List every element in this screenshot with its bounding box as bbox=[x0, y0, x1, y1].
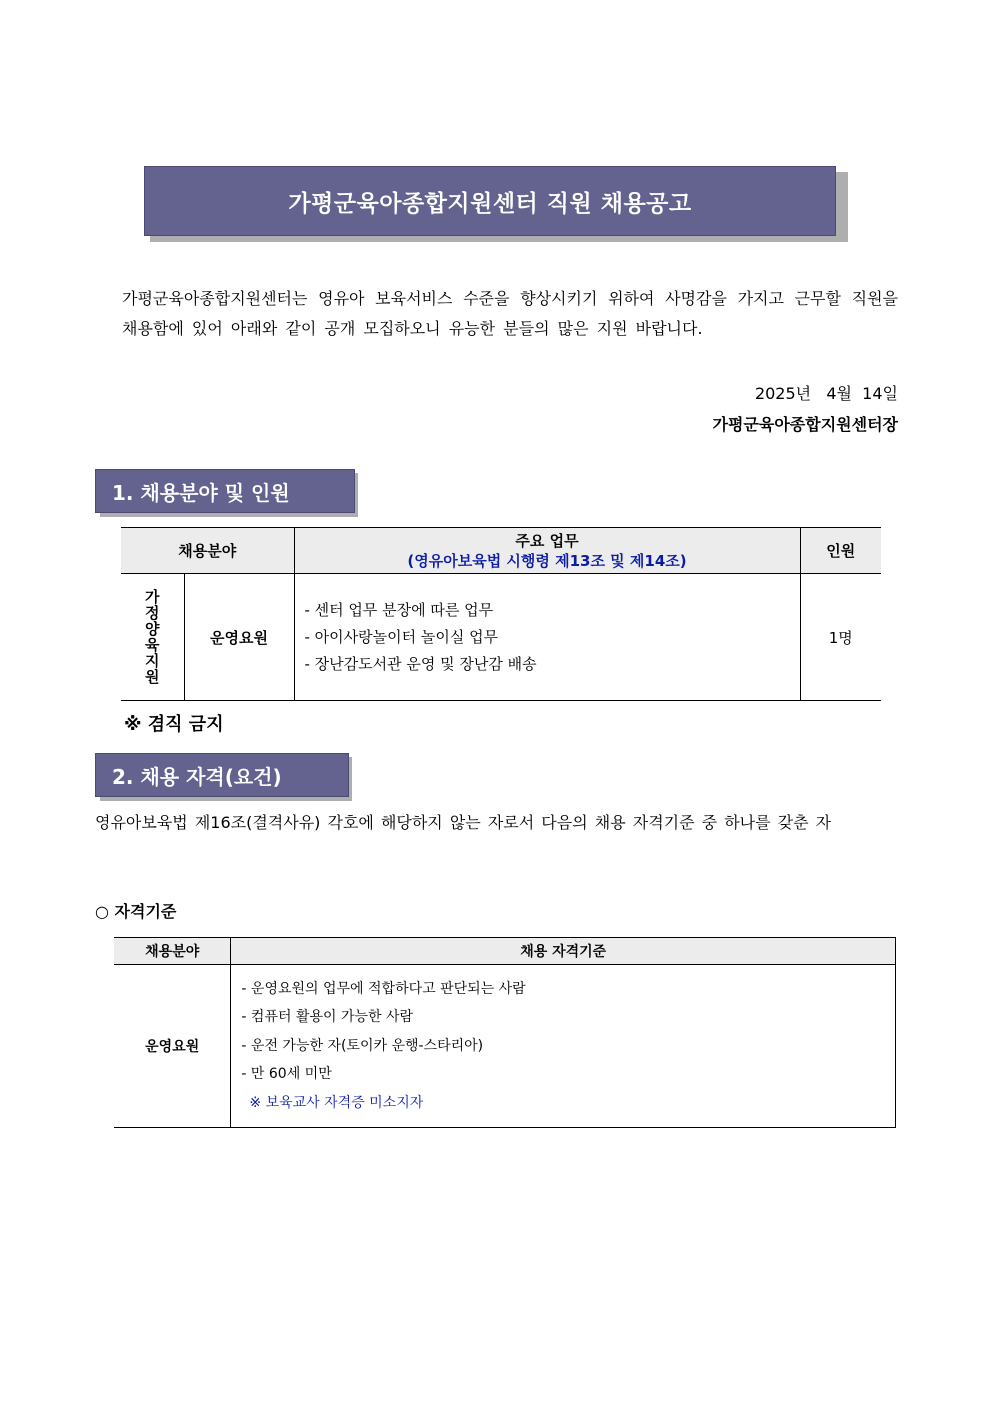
criteria-table bbox=[114, 937, 896, 1128]
recruitment-table-header bbox=[121, 528, 881, 574]
category-char: 양 bbox=[145, 620, 160, 638]
page-title: 가평군육아종합지원센터 직원 채용공고 bbox=[288, 190, 692, 217]
list-item: - 아이사랑놀이터 놀이실 업무 bbox=[304, 627, 499, 646]
criteria-table-header bbox=[114, 938, 896, 965]
intro-paragraph: 가평군육아종합지원센터는 영유아 보육서비스 수준을 향상시키기 위하여 사명감을 가지고 근무할 직원을 채용함에 있어 아래와 같이 공개 모집하오니 유능한 분들의 많은 지원 바랍니다. bbox=[122, 289, 898, 338]
category-vertical-text bbox=[144, 589, 160, 685]
list-item: - 만 60세 미만 bbox=[241, 1066, 332, 1083]
header-count: 인원 bbox=[800, 528, 881, 574]
table-row bbox=[114, 965, 896, 1128]
duty-list bbox=[295, 597, 800, 678]
category-char: 육 bbox=[145, 636, 160, 654]
section2-heading: 2. 채용 자격(요건) bbox=[112, 764, 282, 789]
notice-signer: 가평군육아종합지원센터장 bbox=[712, 415, 898, 434]
role-cell: 운영요원 bbox=[184, 574, 294, 701]
concurrent-job-note: ※ 겸직 금지 bbox=[124, 714, 224, 735]
criteria-list bbox=[231, 975, 895, 1118]
criteria-cell bbox=[231, 965, 896, 1128]
header-duty-sub: (영유아보육법 시행령 제13조 및 제14조) bbox=[407, 551, 687, 570]
list-item: - 장난감도서관 운영 및 장난감 배송 bbox=[304, 654, 537, 673]
section2-header bbox=[95, 753, 349, 797]
category-cell bbox=[121, 574, 184, 701]
role-cell: 운영요원 bbox=[114, 965, 231, 1128]
section1-heading: 1. 채용분야 및 인원 bbox=[112, 480, 290, 505]
category-char: 정 bbox=[145, 604, 160, 622]
list-item: - 운영요원의 업무에 적합하다고 판단되는 사람 bbox=[241, 980, 526, 997]
count-cell: 1명 bbox=[800, 574, 881, 701]
header-duty-title: 주요 업무 bbox=[515, 531, 579, 550]
recruitment-table bbox=[121, 527, 881, 701]
list-item: - 컴퓨터 활용이 가능한 사람 bbox=[241, 1009, 414, 1026]
notice-date: 2025년 4월 14일 bbox=[754, 384, 898, 403]
section1-header bbox=[95, 469, 355, 513]
category-char: 원 bbox=[145, 668, 160, 686]
criteria-title: ○ 자격기준 bbox=[95, 902, 177, 921]
duty-cell bbox=[294, 574, 800, 701]
category-char: 가 bbox=[145, 588, 160, 606]
header-duty bbox=[294, 528, 800, 574]
table-row bbox=[121, 574, 881, 701]
header-criteria: 채용 자격기준 bbox=[231, 938, 896, 965]
header-field: 채용분야 bbox=[114, 938, 231, 965]
category-char: 지 bbox=[145, 652, 160, 670]
list-item: - 센터 업무 분장에 따른 업무 bbox=[304, 600, 494, 619]
title-banner bbox=[144, 166, 836, 236]
list-item: - 운전 가능한 자(토이카 운행-스타리아) bbox=[241, 1037, 484, 1054]
header-field: 채용분야 bbox=[121, 528, 294, 574]
qualification-text: 영유아보육법 제16조(결격사유) 각호에 해당하지 않는 자로서 다음의 채용 자격기준 중 하나를 갖춘 자 bbox=[95, 813, 832, 832]
criteria-note: ※ 보육교사 자격증 미소지자 bbox=[249, 1094, 424, 1111]
